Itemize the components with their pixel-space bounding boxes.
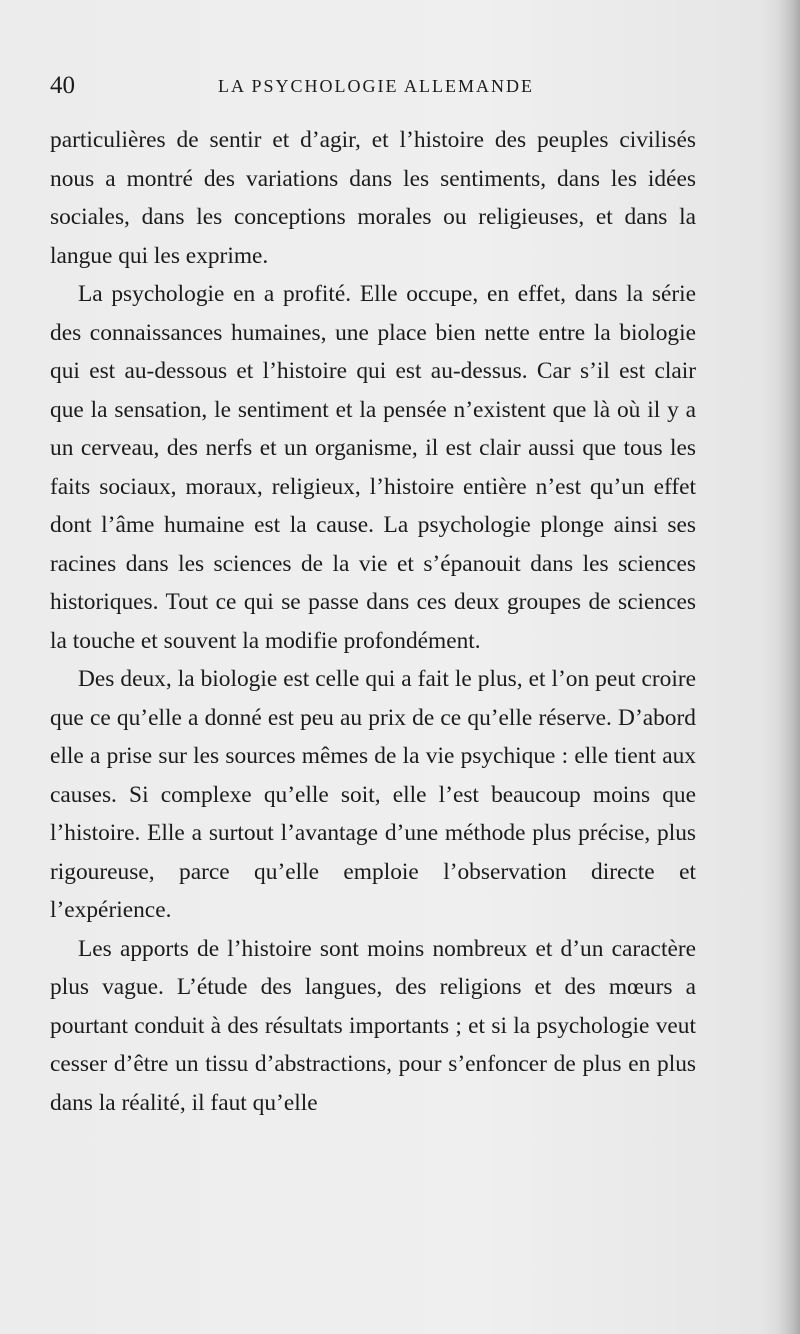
paragraph-psychology-position: La psychologie en a profité. Elle occupe, en effet, dans la série des connaissances humaines, une place bien nette entre la biologie qui est au-dessous et l’histoire qui est au-dessus. Car s’il est clair que la sensation, le sentiment et la pensée n’existent que là où il y a un cerveau, des nerfs et un organisme, il est clair aussi que tous les faits sociaux, moraux, religieux, l’histoire entière n’est qu’un effet dont l’âme humaine est la cause. La psychologie plonge ainsi ses racines dans les sciences de la vie et s’épanouit dans les sciences historiques. Tout ce qui se passe dans ces deux groupes de sciences la touche et souvent la modifie profondément. bbox=[50, 281, 696, 654]
paragraph-history: Les apports de l’histoire sont moins nombreux et d’un caractère plus vague. L’étude des langues, des religions et des mœurs a pourtant conduit à des résultats importants ; et si la psychologie veut cesser d’être un tissu d’abstractions, pour s’enfoncer de plus en plus dans la réalité, il faut qu’elle bbox=[50, 935, 696, 1116]
page-edge-shadow bbox=[778, 0, 800, 1334]
paragraph-continuation: particulières de sentir et d’agir, et l’histoire des peuples civilisés nous a montré des variations dans les sentiments, dans les idées sociales, dans les conceptions morales ou religieuses, et dans la langue qui les exprime. bbox=[50, 127, 696, 269]
running-title: LA PSYCHOLOGIE ALLEMANDE bbox=[218, 76, 534, 96]
running-head bbox=[50, 72, 700, 108]
body-text bbox=[50, 121, 696, 1122]
page-number: 40 bbox=[50, 72, 75, 99]
paragraph-biology: Des deux, la biologie est celle qui a fait le plus, et l’on peut croire que ce qu’elle a donné est peu au prix de ce qu’elle réserve. D’abord elle a prise sur les sources mêmes de la vie psychique : elle tient aux causes. Si complexe qu’elle soit, elle l’est beaucoup moins que l’histoire. Elle a surtout l’avantage d’une méthode plus précise, plus rigoureuse, parce qu’elle emploie l’observation directe et l’expérience. bbox=[50, 666, 696, 923]
